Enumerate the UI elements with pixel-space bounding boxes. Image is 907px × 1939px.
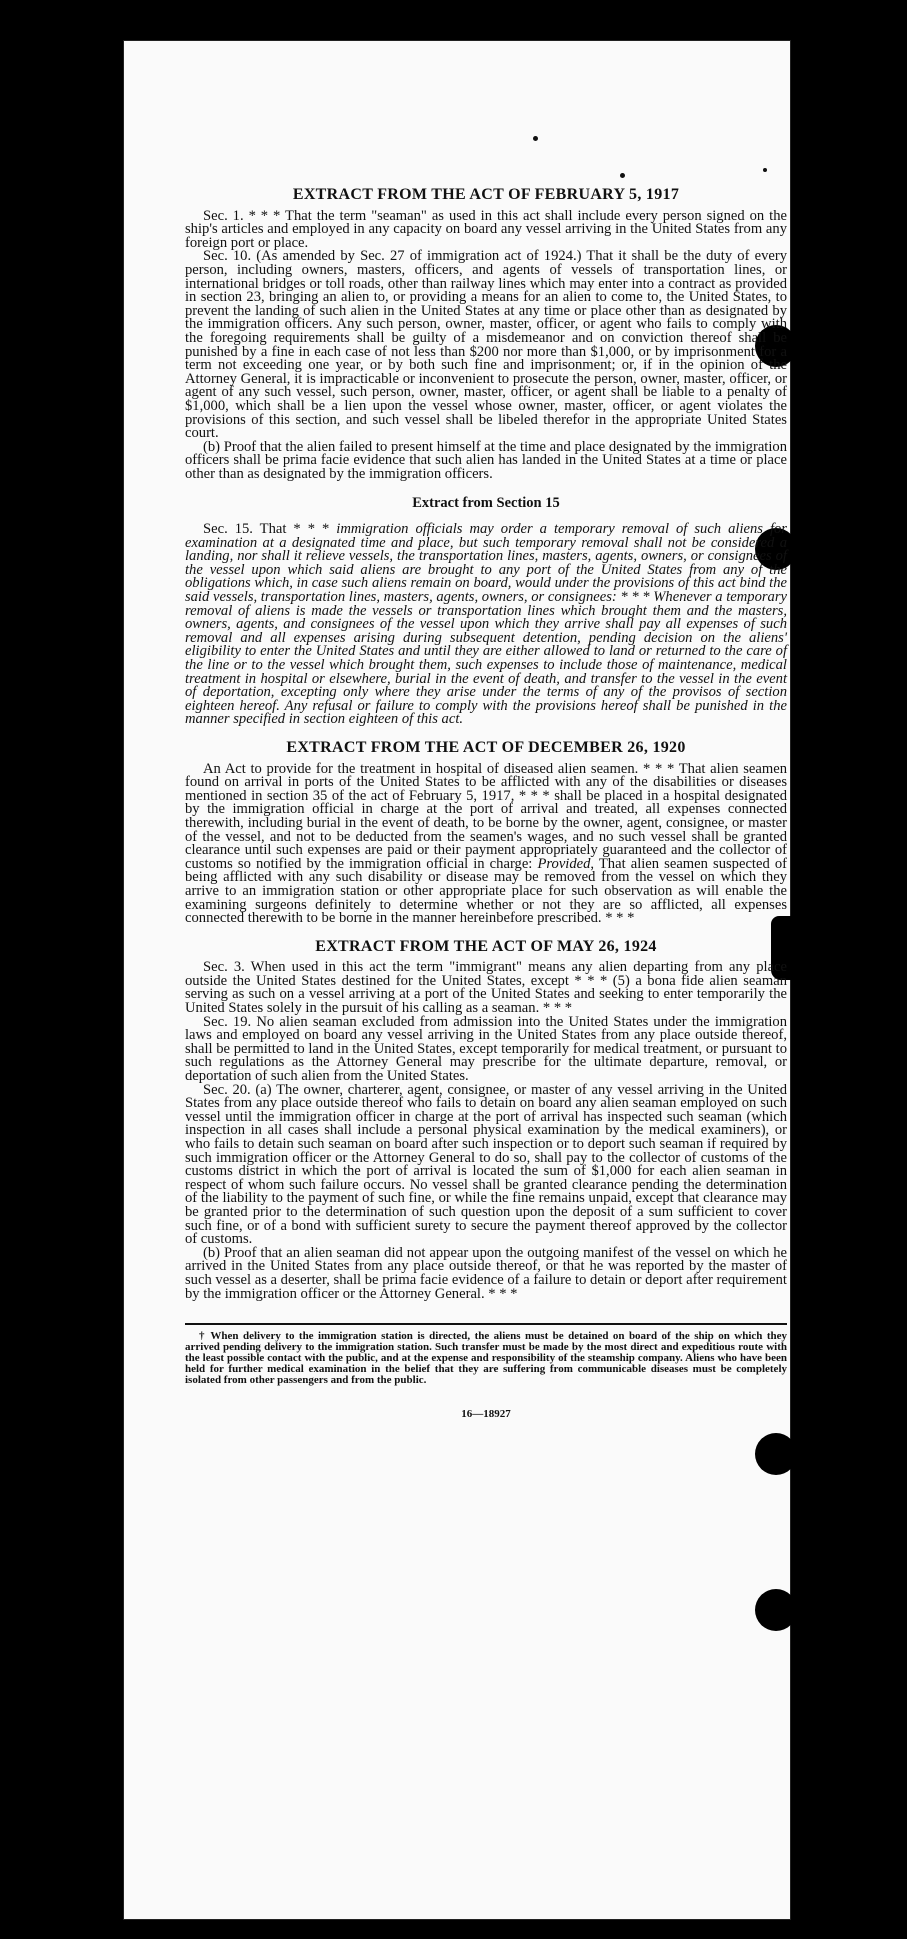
heading-act-1924: EXTRACT FROM THE ACT OF MAY 26, 1924 (315, 937, 657, 955)
act-1920-paragraph (185, 760, 787, 927)
subheading-section-15: Extract from Section 15 (412, 495, 560, 512)
act-1920-text: An Act to provide for the treatment in hospital of diseased alien seamen. * * * That alien seamen found on arrival in ports of the United States to be afflicted with any of the disabilities or diseases mentioned in section 35 of the act of February 5, 1917, * * * shall be placed in a hospital designated by the immigration official in charge at the port of arrival and treated, all expenses connected therewith, including burial in the event of death, to be borne by the owner, agent, consignee, or master of the vessel, and not to be deducted from the seamen's wages, and no such vessel shall be granted clearance until such expenses are paid or their payment appropriately guaranteed and the collector of customs so notified by the immigration official in charge: (185, 760, 787, 872)
punch-hole (755, 1433, 797, 1475)
footnote (185, 1331, 787, 1386)
speck (533, 136, 538, 141)
section-15-lead: Sec. 15. That * * * (203, 521, 337, 538)
heading-act-1920: EXTRACT FROM THE ACT OF DECEMBER 26, 1920 (286, 738, 686, 756)
page-number: 16—18927 (461, 1408, 511, 1421)
footnote-divider (185, 1323, 787, 1325)
footnote-text: † When delivery to the immigration station is directed, the aliens must be detained on board of the ship on which they arrived pending delivery to the immigration station. Such transfer must be made by the most direct and expeditious route with the least possible contact with the public, and at the expense and responsibility of the steamship company. Aliens who have been held for further medical examination in the belief that they are suffering from communicable diseases must be completely isolated from other passengers and from the public. (185, 1330, 787, 1387)
section-10b-paragraph: (b) Proof that the alien failed to present himself at the time and place designated by the immigration officers shall be prima facie evidence that such alien has landed in the United States at a time or place other than as designated by the immigration officers. (185, 438, 787, 482)
speck (620, 173, 625, 178)
section-1-paragraph: Sec. 1. * * * That the term "seaman" as used in this act shall include every person signed on the ship's articles and employed in any capacity on board any vessel arriving in the United States from any foreign port or place. (185, 207, 787, 251)
section-10-paragraph: Sec. 10. (As amended by Sec. 27 of immigration act of 1924.) That it shall be the duty of every person, including owners, masters, officers, and agents of vessels of transportation lines, or international bridges or toll roads, other than railway lines which may enter into a contract as provided in section 23, bringing an alien to, or providing a means for an alien to come to, the United States, to prevent the landing of such alien in the United States at any time or place other than as designated by the immigration officers. Any such person, owner, master, officer, or agent who fails to comply with the foregoing requirements shall be guilty of a misdemeanor and on conviction thereof shall be punished by a fine in each case of not less than $200 nor more than $1,000, or by imprisonment for a term not exceeding one year, or by both such fine and imprisonment; or, if in the opinion of the Attorney General, it is impracticable or inconvenient to prosecute the person, owner, master, officer, or agent of any such vessel, such person, owner, master, officer, or agent shall be liable to a penalty of $1,000, which shall be a lien upon the vessel whose owner, master, officer, or agent violates the provisions of this section, and such vessel shall be libeled therefor in the appropriate United States court. (185, 248, 787, 442)
speck (763, 168, 767, 172)
section-19-paragraph: Sec. 19. No alien seaman excluded from admission into the United States under the immigration laws and employed on board any vessel arriving in the United States from any place outside thereof, shall be permitted to land in the United States, except temporarily for medical treatment, or pursuant to such regulations as the Attorney General may prescribe for the ultimate departure, removal, or deportation of such alien from the United States. (185, 1013, 787, 1085)
section-20a-paragraph: Sec. 20. (a) The owner, charterer, agent, consignee, or master of any vessel arriving in the United States from any place outside thereof who fails to detain on board any alien seaman employed on such vessel until the immigration officer in charge at the port of arrival has inspected such seaman (which inspection in all cases shall include a personal physical examination by the medical examiners), or who fails to detain such seaman on board after such inspection or to deport such seaman if required by such immigration officer or the Attorney General to do so, shall pay to the collector of customs of the customs district in which the port of arrival is located the sum of $1,000 for each alien seaman in respect of whom such failure occurs. No vessel shall be granted clearance pending the determination of the liability to the payment of such fine, or while the fine remains unpaid, except that clearance may be granted prior to the determination of such question upon the deposit of a sum sufficient to cover such fine, or of a bond with sufficient surety to secure the payment thereof approved by the collector of customs. (185, 1081, 787, 1248)
section-3-paragraph: Sec. 3. When used in this act the term "immigrant" means any alien departing from any place outside the United States destined for the United States, except * * * (5) a bona fide alien seaman serving as such on a vessel arriving at a port of the United States and seeking to enter temporarily the United States solely in the pursuit of his calling as a seaman. * * * (185, 959, 787, 1017)
punch-hole (755, 1589, 797, 1631)
act-1920-tail: , That alien seamen suspected of being afflicted with any such disability or disease may be removed from the vessel on which they arrive to an immigration station or other appropriate place for such observation as will enable the examining surgeons definitely to determine whether or not they are so afflicted, all expenses connected therewith to be borne in the manner hereinbefore prescribed. * * * (185, 855, 787, 927)
document-page (123, 40, 791, 1920)
section-15-paragraph (185, 523, 787, 727)
section-20b-paragraph: (b) Proof that an alien seaman did not appear upon the outgoing manifest of the vessel on which he arrived in the United States from any place outside thereof, or that he was reported by the master of such vessel as a deserter, shall be prima facie evidence of a failure to detain or deport after requirement by the immigration officer or the Attorney General. * * * (185, 1244, 787, 1302)
act-1920-provided: Provided (537, 855, 591, 872)
heading-act-1917: EXTRACT FROM THE ACT OF FEBRUARY 5, 1917 (292, 186, 680, 203)
section-15-italic: immigration officials may order a temporary removal of such aliens for examination at a designated time and place, but such temporary removal shall not be considered a landing, nor shall it relieve vessels, the transportation lines, masters, agents, owners, or consignees of the vessel upon which said aliens are brought to any port of the United States from any of the obligations which, in case such aliens remain on board, would under the provisions of this act bind the said vessels, transportation lines, masters, agents, owners, or consignees: * * * Whenever a temporary removal of aliens is made the vessels or transportation lines which brought them and the masters, owners, agents, and consignees of the vessel upon which they arrive shall pay all expenses of such removal and all expenses arising during subsequent detention, pending decision on the aliens' eligibility to enter the United States and until they are either allowed to land or returned to the care of the line or to the vessel which brought them, such expenses to include those of maintenance, medical treatment in hospital or elsewhere, burial in the event of death, and transfer to the vessel in the event of deportation, excepting only where they arise under the terms of any of the provisos of section eighteen hereof. Any refusal or failure to comply with the provisions hereof shall be punished in the manner specified in section eighteen of this act. (185, 521, 787, 728)
document-body (185, 182, 787, 1422)
